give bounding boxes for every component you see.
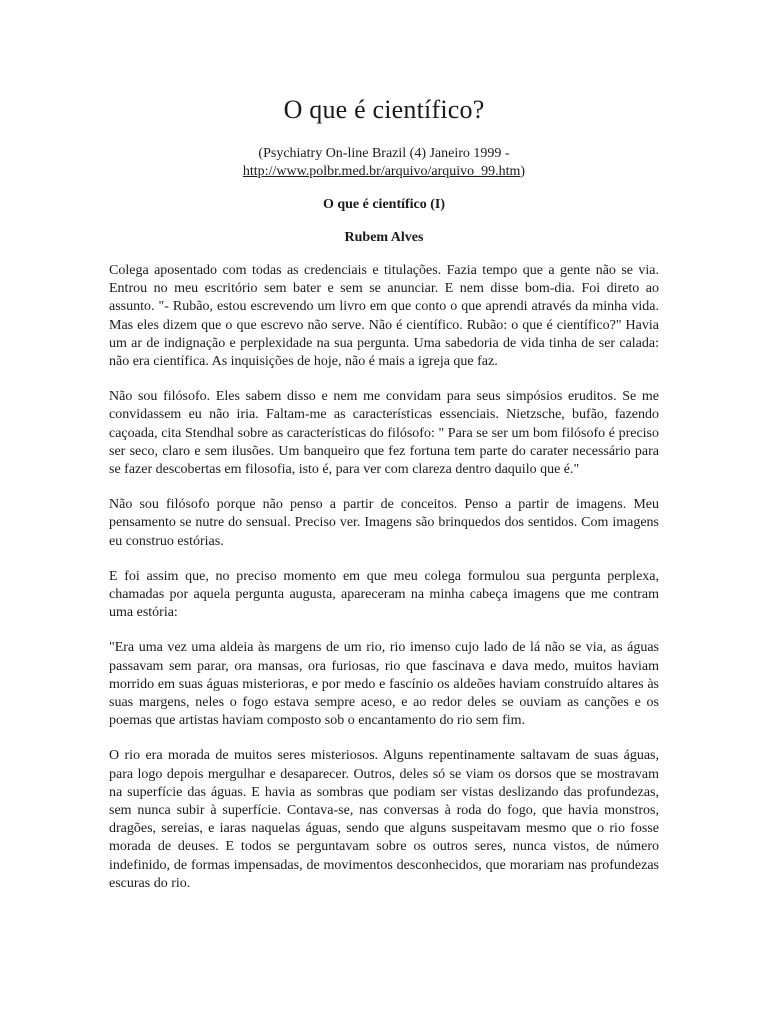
source-link[interactable]: http://www.polbr.med.br/arquivo/arquivo_99.htm [242,164,521,179]
source-citation [109,145,659,181]
paragraph: Não sou filósofo porque não penso a partir de conceitos. Penso a partir de imagens. Meu pensamento se nutre do sensual. Preciso ver. Imagens são brinquedos dos sentidos. Com imagens eu construo estórias. [109,497,659,549]
document-page [109,0,659,910]
source-prefix: (Psychiatry On-line Brazil (4) Janeiro 1999 - [258,146,510,161]
document-author: Rubem Alves [344,230,424,245]
paragraph: "Era uma vez uma aldeia às margens de um rio, rio imenso cujo lado de lá não se via, as águas passavam sem parar, ora mansas, ora furiosas, rio que fascinava e dava medo, muitos haviam morrido em suas águas misterioras, e por medo e fascínio os aldeões haviam construído altares às suas margens, neles o fogo estava sempre aceso, e ao redor deles se ouviam as canções e os poemas que artistas haviam composto sob o encantamento do rio sem fim. [109,640,659,729]
document-subtitle: O que é científico (I) [322,197,446,212]
paragraph: Colega aposentado com todas as credenciais e titulações. Fazia tempo que a gente não se via. Entrou no meu escritório sem bater e sem se anunciar. E nem disse bom-dia. Foi direto ao assunto. "- Rubão, estou escrevendo um livro em que conto o que aprendi através da minha vida. Mas eles dizem que o que escrevo não serve. Não é científico. Rubão: o que é científico?" Havia um ar de indignação e perplexidade na sua pergunta. Uma sabedoria de vida tinha de ser calada: não era científica. As inquisições de hoje, não é mais a igreja que faz. [109,263,659,370]
paragraph: O rio era morada de muitos seres misteriosos. Alguns repentinamente saltavam de suas águas, para logo depois mergulhar e desaparecer. Outros, deles só se viam os dorsos que se mostravam na superfície das águas. E havia as sombras que podiam ser vistas deslizando das profundezas, sem nunca subir à superfície. Contava-se, nas conversas à roda do fogo, que havia monstros, dragões, sereias, e iaras naquelas águas, sendo que alguns suspeitavam mesmo que o rio fosse morada de deuses. E todos se perguntavam sobre os outros seres, nunca vistos, de número indefinido, de formas impensadas, de movimentos desconhecidos, que morariam nas profundezas escuras do rio. [109,748,659,891]
paragraph: E foi assim que, no preciso momento em que meu colega formulou sua pergunta perplexa, chamadas por aquela pergunta augusta, apareceram na minha cabeça imagens que me contram uma estória: [109,568,659,621]
source-suffix: ) [520,164,526,179]
document-body [109,262,659,893]
document-title: O que é científico? [283,95,485,124]
paragraph: Não sou filósofo. Eles sabem disso e nem me convidam para seus simpósios eruditos. Se me convidassem eu não iria. Faltam-me as características essenciais. Nietzsche, bufão, fazendo caçoada, cita Stendhal sobre as características do filósofo: " Para se ser um bom filósofo é preciso ser seco, claro e sem ilusões. Um banqueiro que fez fortuna tem parte do carater necessário para se fazer descobertas em filosofia, isto é, para ver com clareza dentro daquilo que é." [109,389,659,478]
